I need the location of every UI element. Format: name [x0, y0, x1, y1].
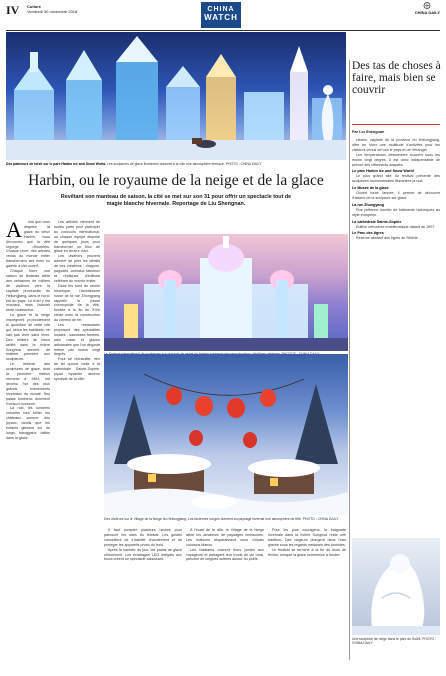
page-number: IV: [6, 3, 20, 17]
body-column-4: À l'écart de la ville, le Village de la Neige attire les amateurs de paysages immaculés. Les maisons disparaissent sous d'épais coussins blancs. Les habitants ouvrent leurs portes aux voyageurs et partagent leur mode de vie rural, ponctué de longues soirées autour du poêle.: [186, 528, 264, 562]
sidebar-title: Des tas de choses à faire, mais bien se couvrir: [352, 60, 441, 96]
drop-cap: A: [6, 220, 22, 242]
sidebar-divider: [349, 60, 350, 660]
sidebar-rule: [352, 124, 440, 125]
body-column-1: A lors que vous dégelez la glace du vieux Harbin, vous découvrez que la ville regorge d'histoires. Chaque hiver, des artistes venus du monde entier transforment ses rives en galerie à ciel ouvert. Chaque hiver, une saison de festivals attire des centaines de milliers de visiteurs vers la capitale provinciale du Heilongjiang, dans le nord-est du pays. Le froid y est mordant, mais l'accueil reste chaleureux. La glace et la neige imprègnent profondément le quotidien de cette cité qui, selon les habitants, ne sait pas vivre sans hiver. Des milliers de blocs taillés dans la rivière Songhua servent de matière première aux sculpteurs. Le festival des sculptures de glace, dont la première édition remonte à 1963, est devenu l'un des plus grands événements hivernaux du monde. Ses palais lumineux dominent l'horizon nocturne. La nuit, les lumières colorées font briller les châteaux comme des joyaux, tandis que les enfants glissent sur de longs toboggans taillés dans la glace.: [6, 220, 50, 440]
sidebar-byline: Par Liu Shengnan: [352, 130, 385, 134]
sidebar-heading: La rue Zhongyang: [352, 202, 384, 207]
body-column-2: Les artistes viennent de toutes parts pour participer au concours international, où chaque équipe dispose de quelques jours pour transformer un bloc de glace en œuvre d'art. Les visiteurs peuvent admirer de près les détails de ces créations : dragons, pagodes, animaux fabuleux et répliques d'édifices célèbres du monde entier. Dans les rues du centre historique, l'architecture russe de la rue Zhongyang rappelle le passé cosmopolite de la ville, fondée à la fin du XIXe siècle avec la construction du chemin de fer. Les restaurants proposent des spécialités locales : saucisses fumées, pain russe et glaces artisanales que l'on déguste même par moins vingt degrés. Pour se réchauffer, rien de tel qu'une visite à la cathédrale Sainte-Sophie, joyau byzantin devenu symbole de la ville.: [54, 220, 100, 381]
article-deck: Revêtant son manteau de saison, la cité se met sur son 31 pour offrir un spectacle tout de magie blanche hivernale. Reportage de Liu Shengnan.: [60, 194, 292, 207]
publisher-name: CHINA DAILY: [414, 10, 440, 15]
china-watch-logo: CHINA WATCH: [201, 2, 241, 28]
photo-ice-palaces: [6, 32, 346, 160]
photo-caption-bottom: Des visiteurs sur le Village de la Neige du Heilongjiang. Les lanternes rouges donnent au paysage hivernal une atmosphère de fête. PHOTO : CHINA DAILY: [104, 517, 339, 521]
body-column-3: Il faut compter plusieurs heures pour parcourir les sites du festival. Les guides conseillent de s'habiller chaudement et de protéger les appareils photo du froid. Après la tombée du jour, les palais de glace s'illuminent. Les éclairages LED intégrés aux blocs créent un spectacle saisissant.: [104, 528, 182, 562]
sidebar-heading: Le Parc des tigres: [352, 231, 384, 236]
photo-ice-castle: [104, 234, 348, 351]
sidebar-heading: La cathédrale Sainte-Sophie: [352, 219, 402, 224]
sidebar-photo-caption: Une sculpture de neige dans le parc du Soleil. PHOTO : CHINA DAILY: [352, 637, 436, 645]
photo-caption-top: Des patineurs de loisir sur le parc Harbin Ice and Snow World. Les sculptures de glace illuminées donnent à la ville une atmosphère féerique. PHOTO : CHINA DAILY: [6, 162, 262, 166]
china-daily-emblem-icon: [423, 2, 431, 9]
article-headline: Harbin, ou le royaume de la neige et de la glace: [28, 172, 324, 189]
issue-date: Vendredi 30 novembre 2018: [27, 9, 78, 14]
photo-snow-sculpture: [352, 538, 440, 635]
body-column-5: Pour les plus courageux, la baignade hivernale dans la rivière Songhua reste une tradition. Des nageurs plongent dans l'eau glacée sous les regards médusés des touristes. Le festival se termine à la fin du mois de février, lorsque la glace commence à fondre.: [268, 528, 346, 557]
header-rule: [6, 30, 440, 31]
sidebar-heading: Le parc Harbin Ice and Snow World: [352, 169, 414, 174]
page-header: [0, 0, 446, 30]
sidebar-body: Harbin, capitale de la province du Heilongjiang, offre en hiver une multitude d'activités pour les visiteurs venus de tout le pays et de l'étranger. Les températures descendent souvent sous les moins vingt degrés. Il est donc indispensable de prévoir des vêtements adaptés. Le parc Harbin Ice and Snow World Le plus grand site du festival présente des sculptures monumentales illuminées la nuit. Le Musée de la glace Ouvert toute l'année, il permet de découvrir l'histoire de la sculpture sur glace. La rue Zhongyang Rue piétonne bordée de bâtiments historiques au style européen. La cathédrale Sainte-Sophie Édifice orthodoxe emblématique datant de 1907. Le Parc des tigres Réserve abritant des tigres de Sibérie.: [352, 138, 440, 241]
section-label: Culture: [27, 4, 41, 9]
photo-snow-village: [104, 354, 348, 515]
sidebar-heading: Le Musée de la glace: [352, 186, 389, 191]
